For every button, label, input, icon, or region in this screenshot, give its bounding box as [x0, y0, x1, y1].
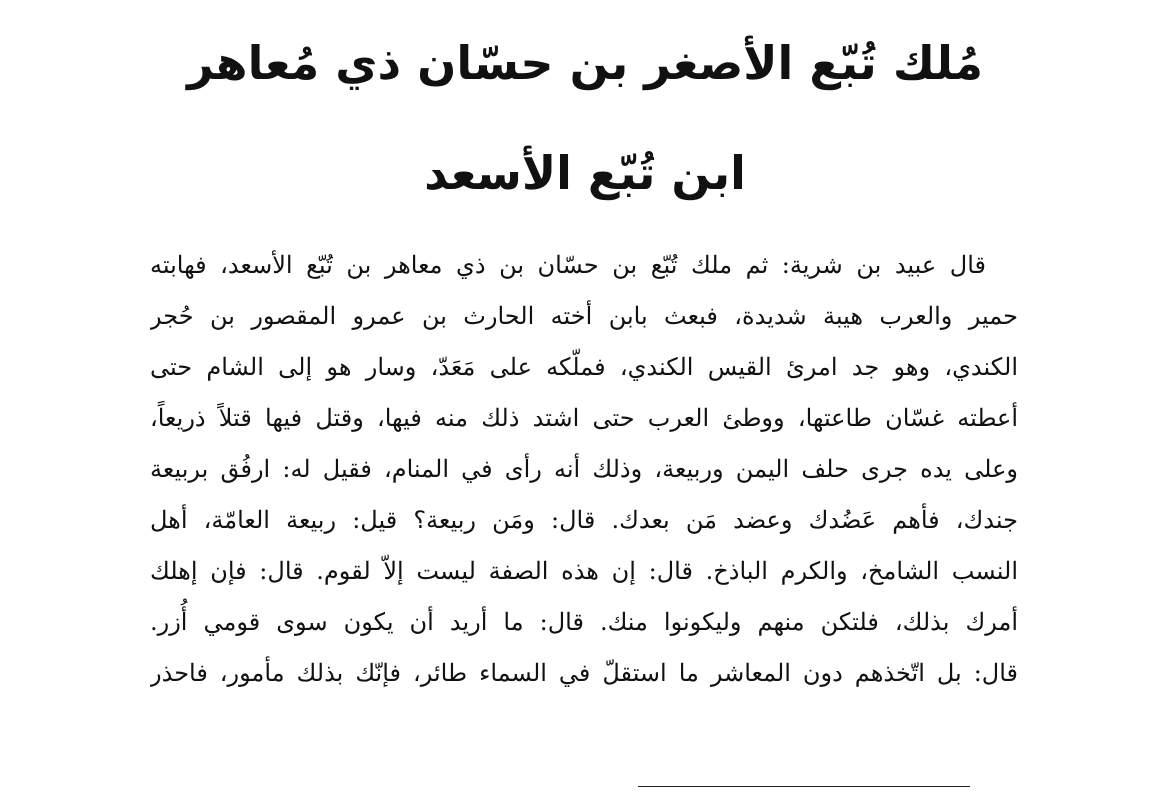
body-line: أمرك بذلك، فلتكن منهم وليكونوا منك. قال: ما أريد أن يكون سوى قومي أُزر.: [150, 608, 1018, 636]
body-paragraph: [150, 240, 1018, 699]
body-line: حمير والعرب هيبة شديدة، فبعث بابن أخته الحارث بن عمرو المقصور بن حُجر: [150, 302, 1018, 330]
footnote-divider: [638, 786, 970, 787]
body-line: قال: بل اتّخذهم دون المعاشر ما استقلّ في السماء طائر، فإنّك بذلك مأمور، فاحذر: [150, 659, 1018, 687]
body-line: الكندي، وهو جد امرئ القيس الكندي، فملّكه على مَعَدّ، وسار هو إلى الشام حتى: [150, 353, 1018, 381]
chapter-title-line-2: ابن تُبّع الأسعد: [424, 146, 746, 200]
body-line: جندك، فأهم عَضُدك وعضد مَن بعدك. قال: ومَن ربيعة؟ قيل: ربيعة العامّة، أهل: [150, 506, 1018, 534]
body-line: النسب الشامخ، والكرم الباذخ. قال: إن هذه الصفة ليست إلاّ لقوم. قال: فإن إهلك: [150, 557, 1018, 585]
body-line: أعطته غسّان طاعتها، ووطئ العرب حتى اشتد ذلك منه فيها، وقتل فيها قتلاً ذريعاً،: [150, 404, 1018, 432]
chapter-title-line-1: مُلك تُبّع الأصغر بن حسّان ذي مُعاهر: [187, 36, 983, 90]
body-line: قال عبيد بن شرية: ثم ملك تُبّع بن حسّان بن ذي معاهر بن تُبّع الأسعد، فهابته: [150, 251, 987, 279]
body-line: وعلى يده جرى حلف اليمن وربيعة، وذلك أنه رأى في المنام، فقيل له: ارفُق بربيعة: [150, 455, 1018, 483]
